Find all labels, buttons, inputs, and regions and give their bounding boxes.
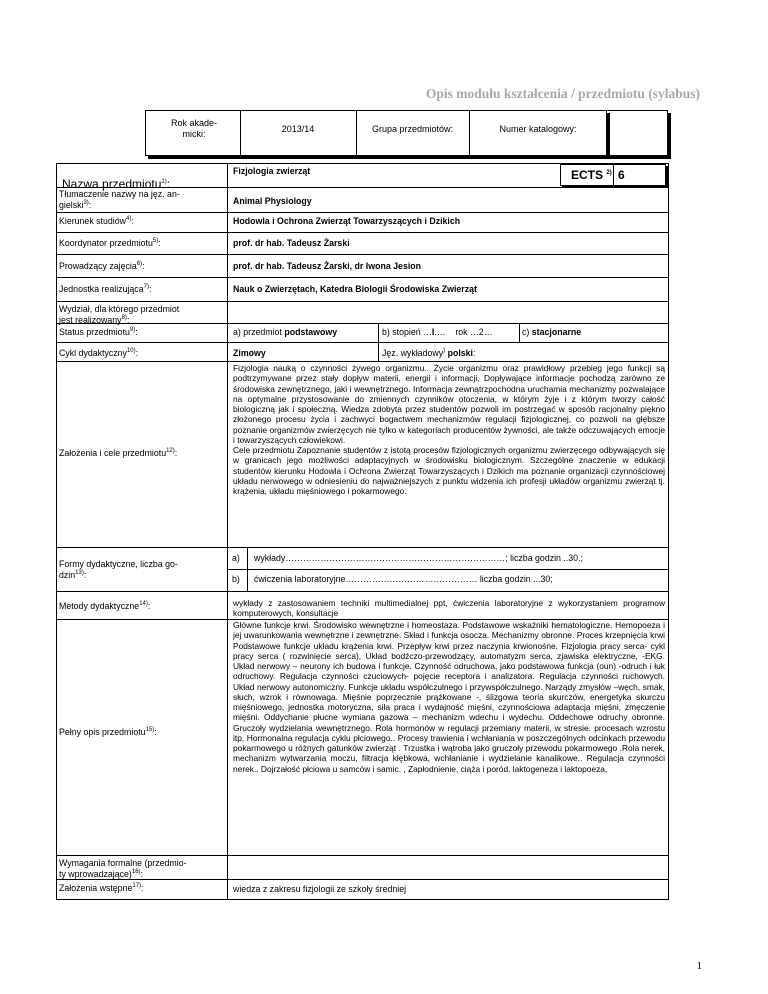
syllabus-table: [56, 163, 669, 900]
instructors-value: prof. dr hab. Tadeusz Żarski, dr Iwona Jesion: [233, 261, 422, 271]
language-value: Jęz. wykładowy) polski:: [382, 348, 476, 358]
unit-value: Nauk o Zwierzętach, Katedra Biologii Środowiska Zwierząt: [233, 284, 477, 294]
ects-value: 6: [618, 168, 625, 182]
teaching-form-a: wykłady…………………………………………………………………; liczba godzin ..30.;: [254, 553, 583, 563]
prerequisites-label: Założenia wstępne$^{17)}$:: [59, 883, 144, 893]
status-label: Status przedmiotu$^{9)}$:: [59, 327, 138, 337]
academic-year-value: 2013/14: [281, 124, 315, 134]
faculty-label: Wydział, dla którego przedmiot jest realizowany$^{8)}$:: [59, 304, 180, 325]
teaching-forms-label: Formy dydaktyczne, liczba go- dzin$^{13)}$:: [59, 559, 178, 580]
page-number: 1: [696, 960, 702, 972]
teaching-form-a-letter: a): [232, 553, 240, 563]
instructors-label: Prowadzący zajęcia$^{6)}$:: [59, 261, 145, 271]
catalog-number-box: [606, 110, 668, 156]
methods-label: Metody dydaktyczne$^{14)}$:: [59, 601, 151, 611]
ects-label: ECTS $^{2)}$: [571, 168, 612, 182]
goals-label: Założenia i cele przedmiotu$^{12)}$:: [59, 448, 178, 458]
status-b: b) stopień …I.… rok …2…: [382, 327, 493, 337]
coordinator-label: Koordynator przedmiotu$^{5)}$:: [59, 238, 161, 248]
catalog-number-label: Numer katalogowy:: [499, 124, 577, 134]
unit-label: Jednostka realizująca$^{7)}$:: [59, 284, 152, 294]
teaching-form-b-letter: b): [232, 574, 240, 584]
translation-label: Tłumaczenie nazwy na jęz. an- gielski$^{3)}$:: [59, 189, 180, 210]
teaching-cycle-value: Zimowy: [233, 348, 266, 358]
translation-value: Animal Physiology: [233, 196, 312, 206]
status-a: a) przedmiot podstawowy: [233, 327, 338, 337]
full-description-label: Pełny opis przedmiotu$^{15)}$:: [59, 727, 157, 737]
formal-requirements-label: Wymagania formalne (przedmio- ty wprowadzające)$^{16)}$:: [59, 858, 187, 879]
full-description-text: Główne funkcje krwi. Środowisko wewnętrzne i homeostaza. Podstawowe wskaźniki hematologiczne. Hemopoeza i jej uwarunkowania wewnętrzne i zewnętrzne. Skład i funkcja osocza. Mechanizmy obronne. Proces krzepnięcia krwi Podstawowe funkcje układu krążenia krwi. Przepływ krwi przez naczynia krwionośne. Fizjologia pracy serca- cykl pracy serca ( rozwinięcie serca), Układ bodźczo-przewodzący, automatyzm serca, zjawiska elektryczne, -EKG. Układ nerwowy – neurony ich budowa i funkcje. Czynność odruchowa, jako podstawowa funkcja (oun) -odruch i łuk odruchowy. Regulacja czynności czuciowych- pojęcie receptora i analizatora. Regulacja czynności ruchowych. Układ nerwowy autonomiczny. Funkcje układu współczulnego i przywspółczulnego. Narządy zmysłów –węch, smak, słuch, wzrok i równowaga. Mięśnie poprzecznie prążkowane -, ślizgowa teoria skurczów, energetyka skurczu mięśniowego, jednostka motoryczna, siła praca i wydajność mięśni, czynnościowa adaptacja mięśni, zmęczenie mięśni. Oddychanie płucne wymiana gazowa – mechanizm wdechu i wydechu. Oddechowe odruchy obronne. Gruczoły wydzielania wewnętrznego. Rola hormonów w regulacji przemiany materii, w stresie. procesach wzrostu itp. Hormonalna regulacja cyklu płciowego.. Procesy trawienia i wchłaniania w poszczególnych odcinkach przewodu pokarmowego u różnych gatunków zwierząt . Trzustka i wątroba jako gruczoły przewodu pokarmowego .Rola nerek, mechanizm wytwarzania moczu, filtracja kłębkowa, wchłanianie i wydzielanie kanalikowe.. Regulacja czynności nerek.. Dojrzałość płciowa u samców i samic. , Zapłodnienie, ciąża i poród. laktogeneza i laktopoeza,: [233, 620, 665, 774]
field-of-study-value: Hodowla i Ochrona Zwierząt Towarzyszących i Dzikich: [233, 216, 461, 226]
subject-group-label: Grupa przedmiotów:: [371, 124, 454, 134]
methods-text: wykłady z zastosowaniem techniki multimedialnej ppt, ćwiczenia laboratoryjne z wykorzystaniem programow komputerowych, konsultacje: [233, 598, 665, 619]
field-of-study-label: Kierunek studiów$^{4)}$:: [59, 216, 134, 226]
prerequisites-value: wiedza z zakresu fizjologii ze szkoły średniej: [233, 884, 407, 894]
subject-name-label: Nazwa przedmiotu$^{1)}$:: [62, 177, 171, 191]
page-title: Opis modułu kształcenia / przedmiotu (sylabus): [425, 86, 700, 101]
teaching-form-b: ćwiczenia laboratoryjne……………………………………… liczba godzin ...30;: [254, 574, 553, 584]
coordinator-value: prof. dr hab. Tadeusz Żarski: [233, 238, 350, 248]
teaching-cycle-label: Cykl dydaktyczny$^{10)}$:: [59, 348, 139, 358]
subject-name-value: Fizjologia zwierząt: [233, 166, 311, 176]
goals-text: Fizjologia nauką o czynności żywego organizmu.. Życie organizmu oraz prawidłowy przebieg jego funkcji są podtrzymywane przez stały dopływ materii, energii i informacji. Dopływające informacje pochodzą zarówno ze środowiska zewnętrznego, jaki i wewnętrznego. Informacja zewnątrzpochodna uruchamia mechanizmy pozwalające na optymalne przystosowanie do zmiennych czynników otoczenia, w którym żyje i z którym tworzy całość biologiczną jak i społeczną. Wiedza zdobyta przez studentów pozwoli im postrzegać w sposób racjonalny piękno złożonego procesu życia i zachwyci bogactwem mechanizmów regulacji fizjologicznej, co pozwoli na głębsze poznanie organizmów zwierzęcych nie tylko w kategoriach producentów żywności, ale także odczuwających emocje i towarzyszących człowiekowi. Cele przedmiotu Zapoznanie studentów z istotą procesów fizjologicznych organizmu zwierzęcego odbywających się w granicach jego możliwości adaptacyjnych w środowisku biologicznym. Szczególne znaczenie w edukacji studentów kierunku Hodowla i Ochrona Zwierząt Towarzyszących i Dzikich ma poznanie organizacji czynnościowej układu nerwowego w odniesieniu do najważniejszych z punktu widzenia ich profesji układów organizmu zwierząt tj. krążenia, układu mięśniowego i pokarmowego.: [233, 363, 665, 496]
academic-year-label: Rok akade- micki:: [170, 118, 218, 139]
status-c: c) stacjonarne: [522, 327, 582, 337]
